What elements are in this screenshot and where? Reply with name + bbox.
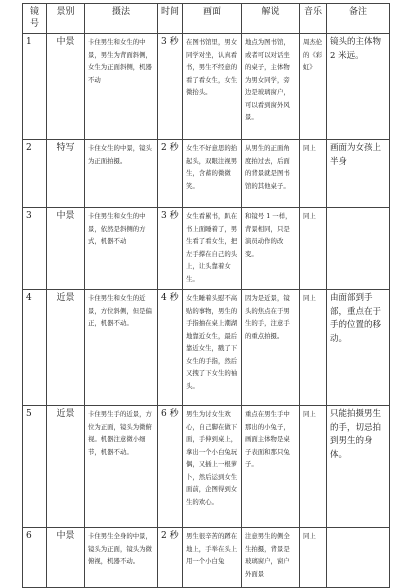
cell-music: 同上	[300, 208, 327, 290]
cell-shot-number: 2	[23, 140, 47, 208]
cell-scene: 男生为讨女生欢心，自己脚在做下面，手伸到桌上，拿出一个小白兔玩偶，又插上一根萝卜，然后运到女生面前，企图得到女生的欢心。	[183, 406, 242, 528]
cell-scene: 女生不好意思的抬起头，双眼注视男生，含蓄的微微笑。	[183, 140, 242, 208]
cell-shot-size: 中景	[47, 208, 85, 290]
cell-camera-method: 卡住男生和女生的中景，男生为背面斜侧，女生为正面斜侧，机器不动	[85, 34, 158, 140]
header-scene: 画面	[183, 4, 242, 34]
header-row	[23, 4, 390, 34]
storyboard-table	[22, 3, 390, 588]
cell-narration: 因为是近景，镜头的焦点在于男生的手，注意手的重点拍摄。	[242, 290, 300, 406]
table-row	[23, 208, 390, 290]
header-music: 音乐	[300, 4, 327, 34]
cell-time: 4 秒	[158, 290, 183, 406]
cell-shot-size: 中景	[47, 34, 85, 140]
cell-remarks	[327, 208, 390, 290]
cell-remarks: 由面部到手部，重点在于手的位置的移动。	[327, 290, 390, 406]
cell-time: 6 秒	[158, 406, 183, 528]
table-row	[23, 34, 390, 140]
cell-music: 同上	[300, 290, 327, 406]
cell-narration: 注意男生的侧全生拍摄，背景是玻璃窗户，窗户外面景	[242, 528, 300, 588]
cell-camera-method: 卡住男生和女生的近景，方位斜侧，但是偏正，机器不动。	[85, 290, 158, 406]
header-shot-number: 镜号	[23, 4, 47, 34]
header-narration: 解说	[242, 4, 300, 34]
cell-time: 2 秒	[158, 528, 183, 588]
cell-music: 同上	[300, 528, 327, 588]
cell-camera-method: 卡住男生和女生的中景，依然是斜侧的方式，机器不动	[85, 208, 158, 290]
cell-time: 2 秒	[158, 140, 183, 208]
cell-camera-method: 卡住男生全身的中景，镜头为正面，镜头为微俯视，机器不动。	[85, 528, 158, 588]
header-camera-method: 摄法	[85, 4, 158, 34]
table-row	[23, 528, 390, 588]
cell-shot-size: 中景	[47, 528, 85, 588]
table-row	[23, 290, 390, 406]
cell-narration: 重点在男生手中那出的小兔子，画面主体物是桌子表面和那只兔子。	[242, 406, 300, 528]
cell-music: 同上	[300, 140, 327, 208]
header-time: 时间	[158, 4, 183, 34]
cell-narration: 和镜号 1 一样，背景相同，只是演员动作的改变。	[242, 208, 300, 290]
header-shot-size: 景别	[47, 4, 85, 34]
cell-shot-number: 6	[23, 528, 47, 588]
cell-shot-number: 1	[23, 34, 47, 140]
table-row	[23, 140, 390, 208]
cell-shot-size: 近景	[47, 290, 85, 406]
cell-scene: 在图书馆里，男女同学对坐，认真看书，男生不经意的看了看女生，女生微抬头。	[183, 34, 242, 140]
cell-remarks: 只能拍摄男生的手，切忌拍到男生的身体。	[327, 406, 390, 528]
cell-remarks	[327, 528, 390, 588]
table-row	[23, 406, 390, 528]
cell-shot-number: 3	[23, 208, 47, 290]
cell-remarks: 镜头的主体物 2 米远。	[327, 34, 390, 140]
cell-shot-size: 特写	[47, 140, 85, 208]
cell-narration: 地点为图书馆，或者可以对话坐的桌子，主体物为男女同学，旁边是玻璃窗户，可以看到窗外风景。	[242, 34, 300, 140]
cell-music: 同上	[300, 406, 327, 528]
cell-time: 3 秒	[158, 34, 183, 140]
header-remarks: 备注	[327, 4, 390, 34]
cell-time: 3 秒	[158, 208, 183, 290]
cell-scene: 女生睡着头慰不高贴的事物，男生的手指抽在桌上潮湖地靠近女生，最后靠近女生，戳了下女生的手指，然后又拽了下女生的袖头。	[183, 290, 242, 406]
cell-shot-size: 近景	[47, 406, 85, 528]
cell-camera-method: 卡住男生手的近景，方位为正面，镜头为微俯视。机器注意微小细节，机器不动。	[85, 406, 158, 528]
cell-shot-number: 5	[23, 406, 47, 528]
cell-camera-method: 卡住女生的中景，镜头为正面拍摄。	[85, 140, 158, 208]
cell-music: 周杰伦的《彩虹》	[300, 34, 327, 140]
cell-scene: 女生看累书，趴在书上面睡着了，男生看了看女生，把左手撑在自己的头上，让头靠着女生。	[183, 208, 242, 290]
cell-narration: 从男生的正面角度拍过去，后面的背景就是图书馆的其他桌子。	[242, 140, 300, 208]
cell-shot-number: 4	[23, 290, 47, 406]
cell-scene: 男生很辛苦的蹲在地上，手举在头上用一个小白兔	[183, 528, 242, 588]
cell-remarks: 画面为女孩上半身	[327, 140, 390, 208]
